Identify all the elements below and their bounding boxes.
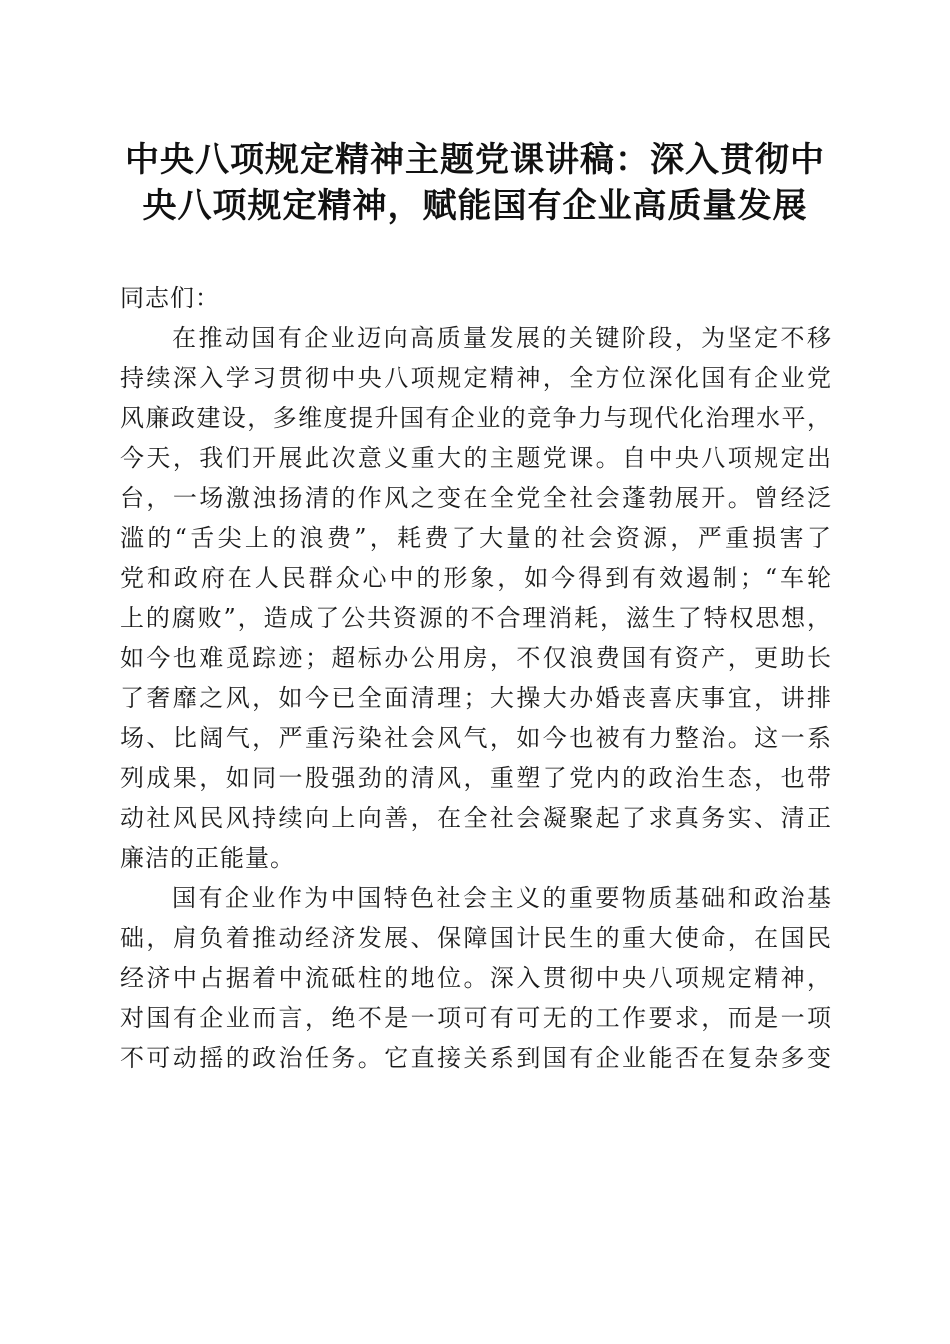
body-line: 列成果，如同一股强劲的清风，重塑了党内的政治生态，也带 [120, 764, 832, 792]
document-body [120, 278, 832, 1078]
title-line-1: 中央八项规定精神主题党课讲稿：深入贯彻中 [125, 140, 825, 180]
body-line: 台，一场激浊扬清的作风之变在全党全社会蓬勃展开。曾经泛 [120, 484, 832, 512]
document-title [110, 137, 840, 229]
body-line: 风廉政建设，多维度提升国有企业的竞争力与现代化治理水平， [120, 404, 832, 432]
body-line: 不可动摇的政治任务。它直接关系到国有企业能否在复杂多变 [120, 1044, 832, 1072]
body-line: 动社风民风持续向上向善，在全社会凝聚起了求真务实、清正 [120, 804, 832, 832]
body-line: 党和政府在人民群众心中的形象，如今得到有效遏制；“车轮 [120, 564, 832, 592]
body-line: 上的腐败”，造成了公共资源的不合理消耗，滋生了特权思想， [120, 604, 832, 632]
body-line: 如今也难觅踪迹；超标办公用房，不仅浪费国有资产，更助长 [120, 644, 832, 672]
body-line: 今天，我们开展此次意义重大的主题党课。自中央八项规定出 [120, 444, 832, 472]
body-line: 了奢靡之风，如今已全面清理；大操大办婚丧喜庆事宜，讲排 [120, 684, 832, 712]
body-line: 国有企业作为中国特色社会主义的重要物质基础和政治基 [172, 884, 832, 912]
body-line: 廉洁的正能量。 [120, 844, 295, 872]
body-line: 场、比阔气，严重污染社会风气，如今也被有力整治。这一系 [120, 724, 832, 752]
body-line: 在推动国有企业迈向高质量发展的关键阶段，为坚定不移 [172, 324, 832, 352]
body-line: 对国有企业而言，绝不是一项可有可无的工作要求，而是一项 [120, 1004, 832, 1032]
body-line: 持续深入学习贯彻中央八项规定精神，全方位深化国有企业党 [120, 364, 832, 392]
salutation: 同志们： [120, 284, 220, 312]
body-line: 础，肩负着推动经济发展、保障国计民生的重大使命，在国民 [120, 924, 832, 952]
body-line: 经济中占据着中流砥柱的地位。深入贯彻中央八项规定精神， [120, 964, 832, 992]
body-line: 滥的“舌尖上的浪费”，耗费了大量的社会资源，严重损害了 [120, 524, 832, 552]
title-line-2: 央八项规定精神，赋能国有企业高质量发展 [142, 186, 808, 226]
